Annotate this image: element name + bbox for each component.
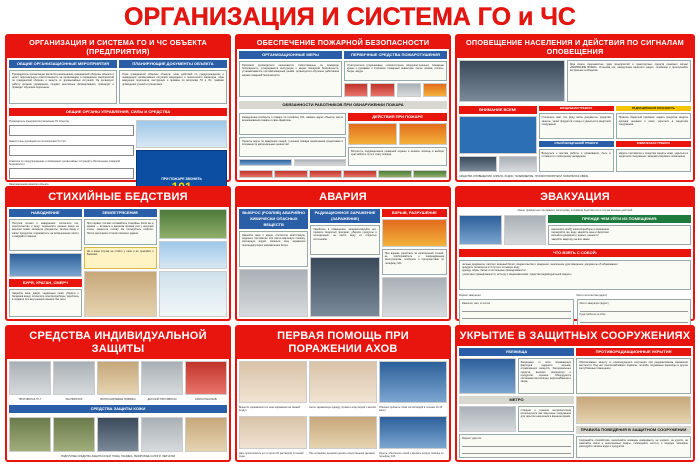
evacuation-tag-title: Формат эвакуации: (459, 294, 482, 297)
org-photo-operator (136, 120, 227, 148)
ppe-label-2: ВАТНО-МАРЛЕВАЯ ПОВЯЗКА (100, 398, 136, 401)
disasters-quake-text: При первых толчках оставайтесь спокойны. Если вы в здании — встаньте в дверном проёме или у несущей стены, защитите голову. Не пользуйтесь лифтом. После окончания толчков покиньте здание. (84, 219, 157, 245)
fire-step-3: Встретить подразделения пожарной охраны и оказать помощь в выборе кратчайшего пути к очагу пожара. (348, 147, 447, 166)
panel-accident-title: АВАРИЯ (237, 188, 449, 207)
fire-hydrant-photo (397, 83, 421, 97)
alert-signal-name-3: ХИМИЧЕСКАЯ ТРЕВОГА (616, 141, 691, 146)
alert-signal-main: ВНИМАНИЕ ВСЕМ! (459, 106, 537, 114)
aid-step-5: Укрыть, обеспечить покой и вызвать скорую помощь по телефону 103 (379, 452, 444, 458)
panel-ppe (5, 325, 231, 462)
evac-photo-0 (459, 215, 502, 245)
ppe-photo-selfrescuer (185, 361, 227, 395)
org-text-2: План гражданской обороны объекта, план действий по предупреждению и ликвидации чрезвычайных ситуаций природного и техногенного характера, план эвакуации персонала, инструкции и приказы по вопросам ГО и ЧС, графики проведения учений и тренировок. (119, 70, 227, 104)
fire-sub-2: ПЕРВИЧНЫЕ СРЕДСТВА ПОЖАРОТУШЕНИЯ (344, 51, 447, 59)
evac-list2-0: личные документы: паспорт, военный билет, свидетельство о рождении, пенсионное удостоверение, документы об образовании (462, 263, 618, 266)
ppe-photo-overall (97, 417, 139, 452)
ppe-photo-gasmask (9, 361, 51, 395)
shelter-tag-title: Формат укрытия: (462, 437, 482, 440)
fire-step-0: Немедленно сообщить о пожаре по телефону 101, назвать адрес объекта, место возникновения пожара и свою фамилию. (239, 113, 346, 135)
panel-shelter (455, 325, 695, 462)
evac-list2-2: одежду, обувь, бельё и постельные принадлежности (462, 269, 526, 273)
ppe-caption: ПОДРУЧНЫЕ СРЕДСТВА ЗАЩИТЫ КОЖИ: ПЛАЩ, НАКИДКА, РЕЗИНОВЫЕ САПОГИ, ПЕРЧАТКИ (60, 455, 176, 458)
aid-photo-3 (239, 416, 307, 449)
extinguisher-photo-1 (370, 83, 394, 97)
fire-text-2: Огнетушители (порошковые, углекислотные, воздушно-пенные), пожарные краны с рукавами и стволами, пожарный инвентарь: песок, кошма, лопаты, багры, вёдра. (344, 61, 447, 81)
org-field-2[interactable] (9, 168, 134, 179)
ppe-sub-2: СРЕДСТВА ЗАЩИТЫ КОЖИ (9, 405, 227, 413)
alert-signal-name-0: ВОЗДУШНАЯ ТРЕВОГА (539, 106, 614, 111)
evac-tag-line-1[interactable] (462, 313, 571, 319)
fire-sign-icon-5 (413, 170, 447, 178)
accident-photo-blast (382, 219, 447, 247)
panel-alerting (455, 34, 695, 182)
aid-photo-4 (309, 416, 377, 449)
panel-evacuation (455, 186, 695, 321)
panel-shelter-title: УКРЫТИЕ В ЗАЩИТНЫХ СООРУЖЕНИЯХ (457, 327, 693, 346)
alert-photo-car (459, 60, 565, 102)
accident-photo-chem (239, 269, 308, 317)
ppe-photo-bandage (97, 361, 139, 395)
fire-sub-1: ОРГАНИЗАЦИОННЫЕ МЕРЫ (239, 51, 342, 59)
panel-alert-title: ОПОВЕЩЕНИЕ НАСЕЛЕНИЯ И ДЕЙСТВИЯ ПО СИГНАЛАМ ОПОВЕЩЕНИЯ (457, 36, 693, 58)
disasters-photo-0 (159, 209, 227, 239)
fire-sign-icon-1 (274, 170, 308, 178)
aid-photo-1 (309, 361, 377, 403)
siren-icon (459, 116, 537, 154)
shelter-sub-2: ПРОТИВОРАДИАЦИОННЫЕ УКРЫТИЯ (576, 348, 691, 356)
extinguisher-photo-0 (344, 83, 368, 97)
fire-signs-row (239, 170, 447, 178)
panel-evacuation-title: ЭВАКУАЦИЯ (457, 188, 693, 207)
fire-photo-action-1 (399, 123, 447, 145)
alert-signal-name-1: ОТБОЙ ВОЗДУШНОЙ ТРЕВОГИ (539, 141, 614, 146)
disasters-sub-quake: ЗЕМЛЕТРЯСЕНИЕ (84, 209, 157, 217)
alert-signal-name-2: РАДИАЦИОННАЯ ОПАСНОСТЬ (616, 106, 691, 111)
panel-fire-title: ОБЕСПЕЧЕНИЕ ПОЖАРНОЙ БЕЗОПАСНОСТИ (237, 36, 449, 49)
org-field-label-0: Руководитель предприятия (начальник ГО объекта) (9, 120, 69, 123)
fire-sign-caption: ПРИ ПОЖАРЕ ЗВОНИТЬ (161, 177, 202, 181)
row-top (5, 34, 695, 186)
panel-ppe-title: СРЕДСТВА ИНДИВИДУАЛЬНОЙ ЗАЩИТЫ (7, 327, 229, 359)
ppe-label-4: САМОСПАСАТЕЛЬ (194, 398, 218, 401)
disasters-photo-1 (159, 241, 227, 269)
evacuation-note: Может проводиться при аварии, катастрофе, стихийном бедствии или в случае военных действий (517, 209, 633, 212)
aid-photo-2 (379, 361, 447, 403)
alert-photo-speaker (459, 156, 497, 172)
aid-step-1: Снять заражённую одежду, промыть кожу водой с мылом (309, 406, 376, 409)
fire-photo-call (239, 159, 292, 166)
panel-organization-title: ОРГАНИЗАЦИЯ И СИСТЕМА ГО И ЧС ОБЪЕКТА (ПРЕДПРИЯТИЯ) (7, 36, 229, 58)
row-middle (5, 186, 695, 321)
org-sub-3: ОБЩИЕ ОРГАНЫ УПРАВЛЕНИЯ, СИЛЫ И СРЕДСТВА (9, 108, 227, 116)
shelter-rules-text: Сохраняйте спокойствие, выполняйте команды коменданта, не шумите, не курите, не зажигайте свечи и керосиновые лампы, соблюдайте чистоту и порядок, экономно расходуйте запасы воды и продуктов. (576, 436, 691, 458)
aid-photo-5 (379, 416, 447, 449)
fire-board-photo (423, 83, 447, 97)
evac-tag-line-0[interactable] (462, 306, 571, 312)
accident-blast-text: При взрыве укройтесь за капитальной стеной, не приближайтесь к повреждённым конструкциям, сообщите о происшествии по телефону 101. (382, 249, 447, 275)
disasters-storm-text: Закройте окна, двери, чердачные люки; уберите с балконов вещи; отключите электроприборы; укройтесь в подвале или внутренней комнате без окон. (9, 289, 82, 317)
alert-photo-radio (499, 156, 537, 172)
aid-photo-0 (239, 361, 307, 403)
org-field-label-3: Эвакуационная комиссия объекта (9, 183, 49, 186)
shelter-text-1: Защищают от всех поражающих факторов ядерного взрыва, отравляющих веществ, бактериальных средств, высоких температур и продуктов горения. Оборудуются системами вентиляции, водоснабжения и связи. (518, 358, 574, 394)
evacuation-sub-2: ЧТО ВЗЯТЬ С СОБОЙ: (459, 249, 691, 257)
aid-step-3: Дать прополоскать рот и горло 2% раствором питьевой соды (239, 452, 304, 458)
flood-photo (9, 253, 82, 277)
org-field-label-1: Заместитель руководителя по вопросам ГО и ЧС (9, 140, 66, 143)
accident-chem-text: Закройте окна и двери, отключите вентиляцию, наденьте противогаз или ватно-марлевую повязку, смоченную водой, покиньте зону заражения перпендикулярно направлению ветра. (239, 231, 308, 267)
org-field-label-2: Комиссия по предупреждению и ликвидации чрезвычайных ситуаций и обеспечению пожарной безопасности (9, 160, 121, 166)
evac-tag-line-3[interactable] (580, 306, 689, 312)
panel-disasters-title: СТИХИЙНЫЕ БЕДСТВИЯ (7, 188, 229, 207)
row-bottom (5, 325, 695, 462)
evac-list1-0: выключите все电 электроприборы и освещение (551, 228, 610, 231)
org-text-1: Руководитель организации является начальником гражданской обороны объекта и несёт персональную ответственность за организацию и проведение мероприятий по гражданской обороне и защите от чрезвычайных ситуаций. Он организует работу органов управления, создаёт нештатные формирования, планирует и проводит обучение персонала. (9, 70, 117, 104)
panel-fire-safety (235, 34, 451, 182)
fire-sub-3: ДЕЙСТВИЯ ПРИ ПОЖАРЕ (348, 113, 447, 121)
accident-sub-blast: ВЗРЫВ, РАЗРУШЕНИЕ (382, 209, 447, 217)
shelter-form-line-0[interactable] (462, 441, 571, 447)
evac-list1-3: закройте квартиру на все замки (551, 237, 590, 241)
disasters-note: Ни в коем случае не стойте у окон и не прыгайте с балкона! (84, 247, 157, 269)
fire-text-1: Приказом руководителя назначаются ответственные за пожарную безопасность, утверждаются инструкции о мерах пожарной безопасности, устанавливается противопожарный режим, организуется обучение работников мерам пожарной безопасности. (239, 61, 342, 97)
shelter-text-3: Станции и тоннели метрополитена используются как защитные сооружения для укрытия населения в военное время. (518, 406, 574, 432)
shelter-photo-bunker (459, 358, 516, 394)
fire-sign-icon-3 (343, 170, 377, 178)
shelter-form-left[interactable] (459, 434, 574, 458)
evac-list1-1: перекройте газ, воду, закройте окна и форточки (551, 231, 609, 235)
panel-organization (5, 34, 231, 186)
evac-list2-3: туалетные принадлежности, аптечку с медикаментами, средства индивидуальной защиты (462, 272, 572, 276)
fire-sign-icon-4 (378, 170, 412, 178)
evac-list2-1: продукты питания на 2-3 суток и питьевую воду (462, 266, 520, 270)
disasters-photo-2 (159, 271, 227, 317)
evacuation-sub-1: ПРЕЖДЕ ЧЕМ УЙТИ ИЗ ПОМЕЩЕНИЯ: (548, 215, 691, 223)
shelter-photo-metro (459, 406, 516, 432)
fire-sign-icon-0 (239, 170, 273, 178)
ppe-photo-gloves (141, 417, 183, 452)
org-sub-2: ПЛАНИРУЮЩИЕ ДОКУМЕНТЫ ОБЪЕКТА (119, 60, 227, 68)
panel-disasters (5, 186, 231, 321)
fire-photo-panel (294, 159, 347, 166)
accident-sub-chem: ВЫБРОС (РОЗЛИВ) АВАРИЙНО ХИМИЧЕСКИ ОПАСНЫХ ВЕЩЕСТВ (239, 209, 308, 229)
panel-first-aid-title: ПЕРВАЯ ПОМОЩЬ ПРИ ПОРАЖЕНИИ АХОВ (237, 327, 449, 359)
shelter-photo-pru (576, 396, 691, 424)
alert-signal-action-1: Вернуться к местам работы и проживания, быть в готовности к повторному нападению. (539, 149, 614, 172)
panel-first-aid (235, 325, 451, 462)
ppe-photo-respirator (53, 361, 95, 395)
org-field-0[interactable] (9, 125, 134, 136)
ppe-label-1: РЕСПИРАТОР (65, 398, 83, 401)
aid-step-4: При остановке дыхания сделать искусственное дыхание (309, 452, 375, 455)
ppe-photo-ozk (9, 417, 51, 452)
aid-step-0: Вынести поражённого из зоны заражения на свежий воздух (239, 406, 301, 412)
fire-sign-icon-2 (309, 170, 343, 178)
alert-signal-action-0: Отключить свет, газ, воду, взять документы, средства защиты, запас продуктов и воды и укрыться в защитном сооружении. (539, 113, 614, 139)
ppe-photo-child-mask (141, 361, 183, 395)
fire-sub-4: ОБЯЗАННОСТИ РАБОТНИКОВ ПРИ ОБНАРУЖЕНИИ ПОЖАРА (239, 101, 447, 109)
accident-rad-text: Укройтесь в помещении, загерметизируйте его, примите йодистый препарат, уберите продукты в холодильник, не пейте воду из открытых источников. (310, 225, 379, 255)
evac-tag-field-2: Место эвакуации (адрес) (579, 302, 609, 305)
alert-signal-desc: Звук сирен, прерывистые гудки предприятий и транспортных средств означают сигнал «ВНИМАНИЕ ВСЕМ!». Услышав его, немедленно включите радио, телевизор и прослушайте экстренное сообщение. (567, 60, 691, 102)
aid-step-2: Обильно промыть глаза чистой водой в течение 10-15 минут (379, 406, 443, 412)
evacuation-list-2 (459, 260, 691, 290)
disasters-sub-storm: БУРЯ, УРАГАН, СМЕРЧ (9, 279, 82, 287)
alert-signal-action-3: Надеть противогаз и средства защиты кожи, укрыться в защитном сооружении, загерметизировать помещение. (616, 149, 691, 172)
evac-tag-line-4[interactable] (580, 317, 689, 323)
shelter-rules-title: ПРАВИЛА ПОВЕДЕНИЯ В ЗАЩИТНОМ СООРУЖЕНИИ (576, 426, 691, 434)
alert-media-caption: СРЕДСТВА ОПОВЕЩЕНИЯ: СИРЕНА, РАДИО, ТЕЛЕВИДЕНИЕ, ГРОМКОГОВОРИТЕЛИ, МОБИЛЬНАЯ СВЯЗЬ (459, 175, 589, 178)
org-field-1[interactable] (9, 145, 134, 156)
fire-photo-action-0 (348, 123, 396, 145)
quake-photo (84, 271, 157, 317)
panel-accident (235, 186, 451, 321)
accident-sub-rad: РАДИАЦИОННОЕ ЗАРАЖЕНИЕ (ЗАРАЖЕНИЕ) (310, 209, 379, 223)
evac-tag-field-0: Фамилия, имя, отчество (462, 302, 491, 305)
evac-tag-field-3: Куда прибыли на сбор (579, 313, 606, 316)
shelter-form-line-1[interactable] (462, 448, 571, 454)
shelter-sub-3: МЕТРО (459, 396, 574, 404)
disasters-sub-flood: НАВОДНЕНИЕ (9, 209, 82, 217)
ppe-label-3: ДЕТСКИЙ ПРОТИВОГАЗ (147, 398, 177, 401)
shelter-sub-1: УБЕЖИЩА (459, 348, 574, 356)
evacuation-list-1 (548, 225, 691, 245)
ppe-label-0: ПРОТИВОГАЗ ГП-7 (18, 398, 42, 401)
ppe-photo-l1 (53, 417, 95, 452)
evac-tag-field-1: Место жительства (адрес) (576, 294, 608, 297)
evac-list1-2: возьмите документы, деньги, ценности (551, 234, 599, 238)
accident-photo-rescue (382, 277, 447, 317)
accident-photo-rad (310, 257, 379, 317)
ppe-photo-boots (185, 417, 227, 452)
disasters-flood-text: Получив сигнал о наводнении: отключите газ, электричество и воду; перенесите ценные вещи на верхние этажи; возьмите документы, тёплые вещи и запас продуктов; поднимитесь на возвышенное место и ожидайте помощи. (9, 219, 82, 251)
alert-signal-action-2: Принять йодистый препарат, надеть средства защиты органов дыхания и кожи, укрыться в защитном сооружении. (616, 113, 691, 139)
page-title: ОРГАНИЗАЦИЯ И СИСТЕМА ГО и ЧС (124, 3, 576, 31)
evac-photo-1 (504, 215, 547, 245)
fire-step-1: Принять меры по эвакуации людей, тушению пожара первичными средствами и сохранности материальных ценностей. (239, 137, 346, 157)
shelter-text-2: Обеспечивают защиту от ионизирующего излучения при радиоактивном заражении местности. Под них приспосабливают подвалы, погреба, подземные переходы и другие заглублённые помещения. (576, 358, 691, 394)
org-sub-1: ОБЩИЕ ОРГАНИЗАЦИОННЫЕ МЕРОПРИЯТИЯ (9, 60, 117, 68)
